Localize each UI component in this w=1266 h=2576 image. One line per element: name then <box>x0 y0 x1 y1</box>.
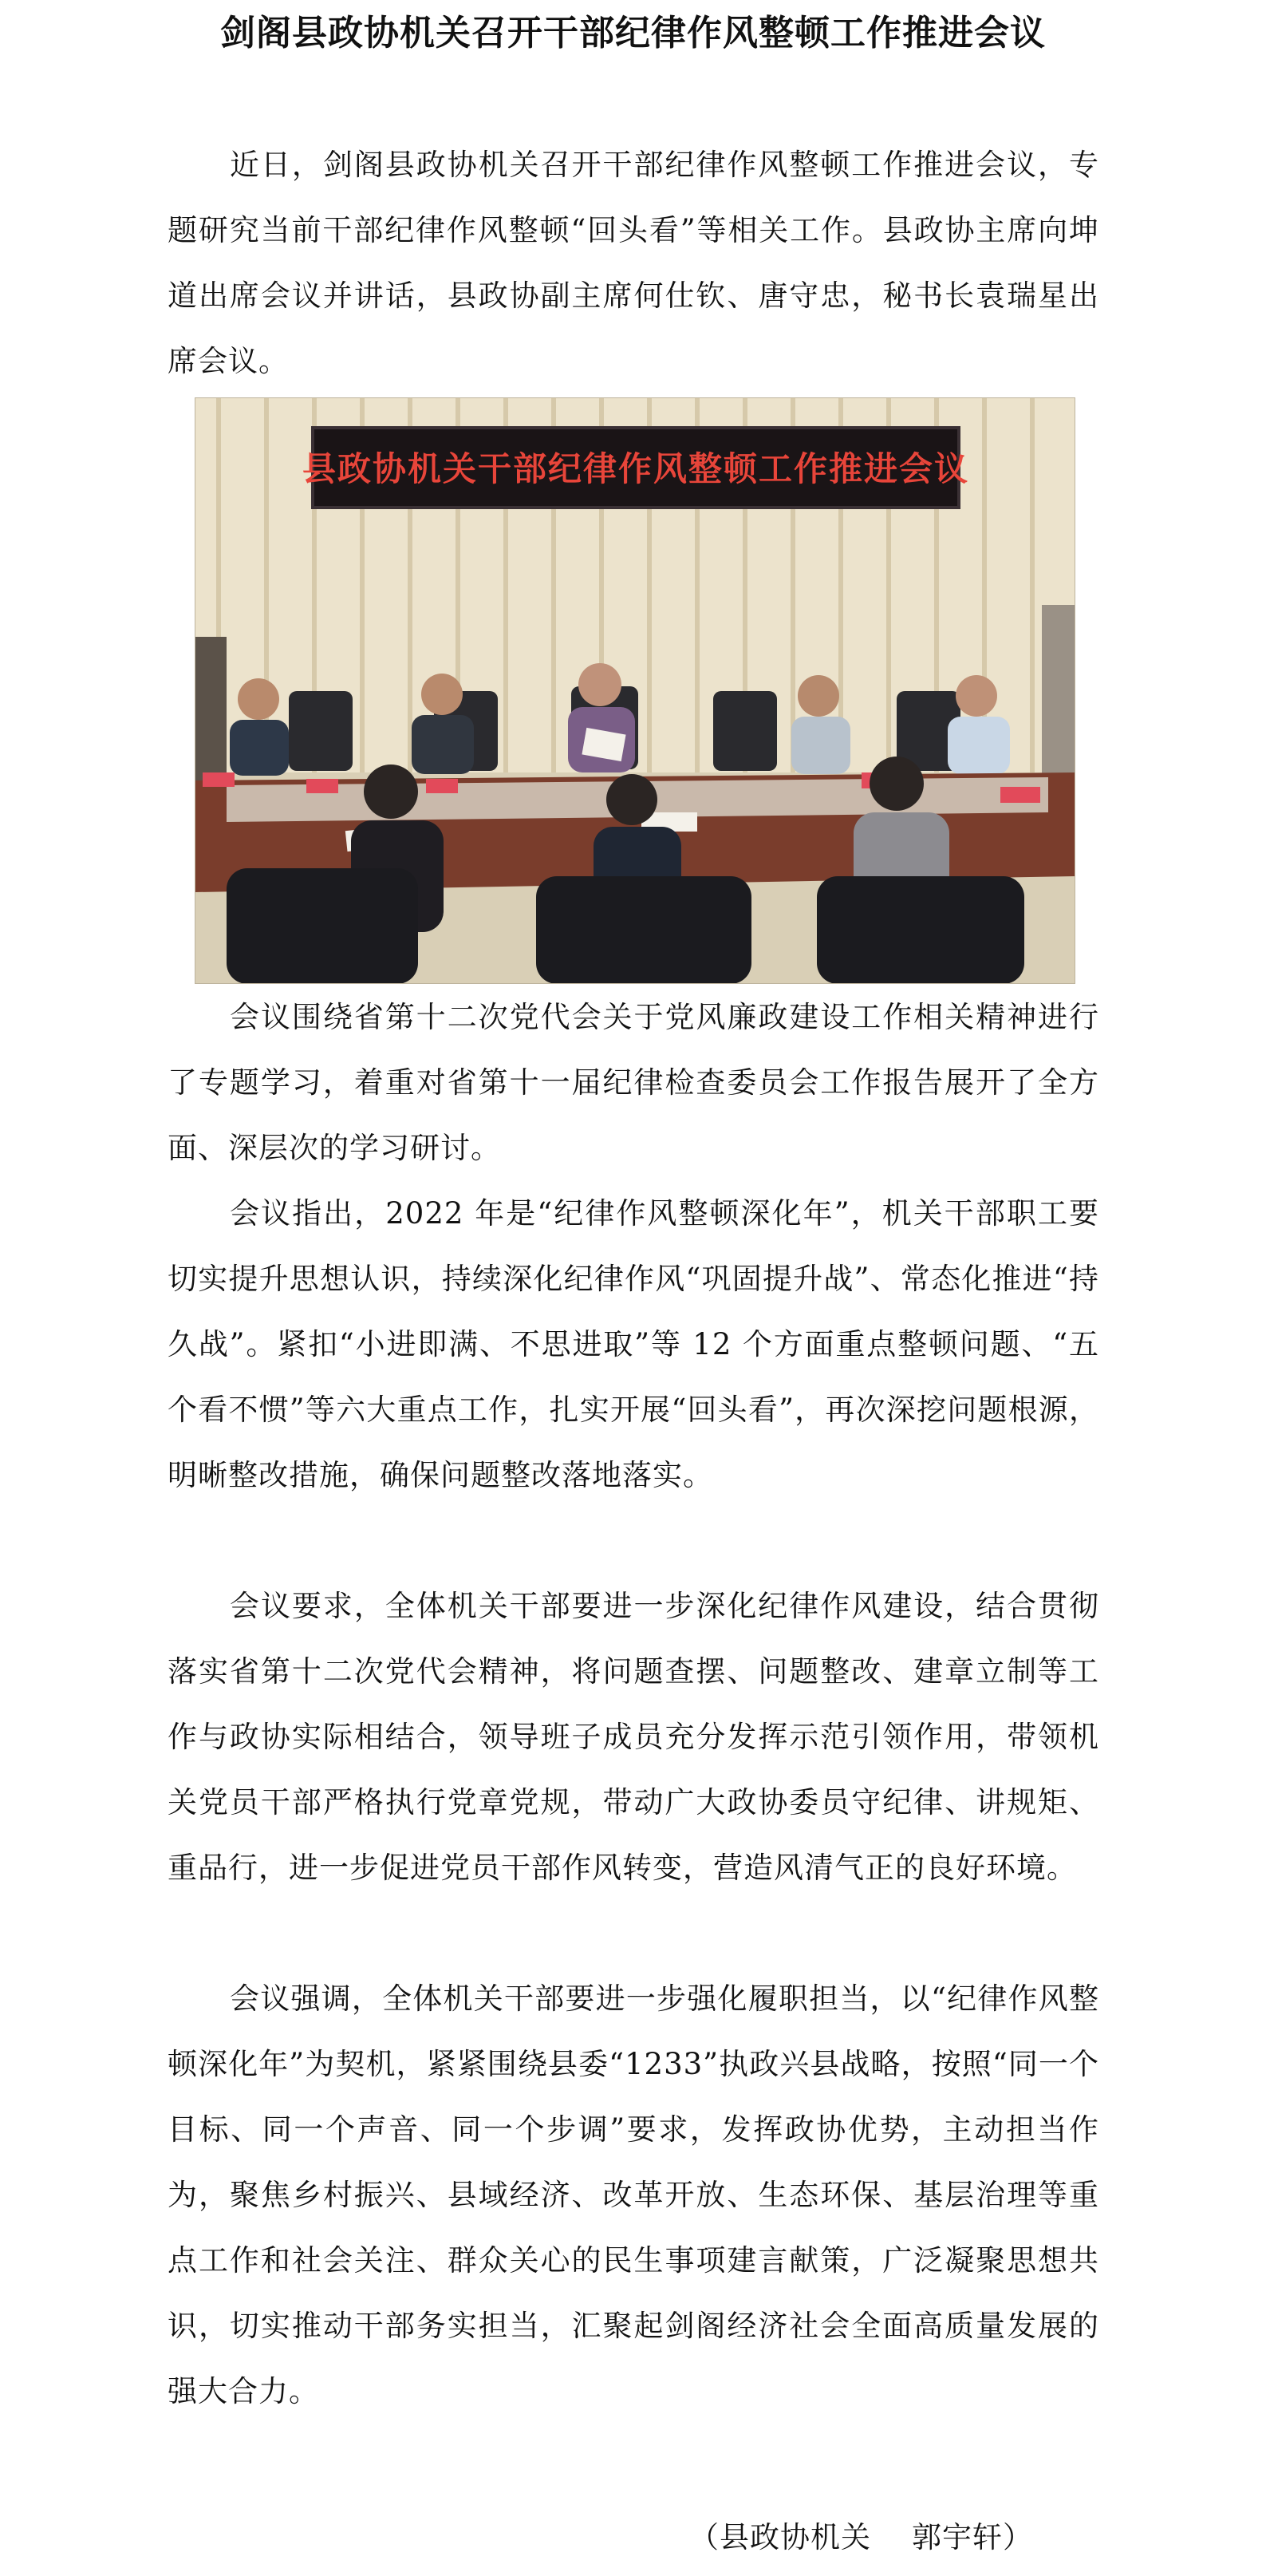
photo-banner-text: 县政协机关干部纪律作风整顿工作推进会议 <box>302 449 970 488</box>
article-title: 剑阁县政协机关召开干部纪律作风整顿工作推进会议 <box>220 13 1046 53</box>
author-signature: （县政协机关 郭宇轩） <box>689 2520 1034 2554</box>
paragraph-1: 近日，剑阁县政协机关召开干部纪律作风整顿工作推进会议，专题研究当前干部纪律作风整顿“回头看”等相关工作。县政协主席向坤道出席会议并讲话，县政协副主席何仕钦、唐守忠，秘书长袁瑞星出席会议。 <box>168 148 1099 378</box>
paragraph-5: 会议强调，全体机关干部要进一步强化履职担当，以“纪律作风整顿深化年”为契机，紧紧围绕县委“1233”执政兴县战略，按照“同一个目标、同一个声音、同一个步调”要求，发挥政协优势，主动担当作为，聚焦乡村振兴、县域经济、改革开放、生态环保、基层治理等重点工作和社会关注、群众关心的民生事项建言献策，广泛凝聚思想共识，切实推动干部务实担当，汇聚起剑阁经济社会全面高质量发展的强大合力。 <box>168 1981 1099 2408</box>
paragraph-2: 会议围绕省第十二次党代会关于党风廉政建设工作相关精神进行了专题学习，着重对省第十一届纪律检查委员会工作报告展开了全方面、深层次的学习研讨。 <box>168 1000 1099 1165</box>
meeting-photo <box>195 397 1075 984</box>
paragraph-4: 会议要求，全体机关干部要进一步深化纪律作风建设，结合贯彻落实省第十二次党代会精神，将问题查摆、问题整改、建章立制等工作与政协实际相结合，领导班子成员充分发挥示范引领作用，带领机关党员干部严格执行党章党规，带动广大政协委员守纪律、讲规矩、重品行，进一步促进党员干部作风转变，营造风清气正的良好环境。 <box>168 1589 1099 1885</box>
paragraph-3: 会议指出，2022 年是“纪律作风整顿深化年”，机关干部职工要切实提升思想认识，持续深化纪律作风“巩固提升战”、常态化推进“持久战”。紧扣“小进即满、不思进取”等 12 个方面重点整顿问题、“五个看不惯”等六大重点工作，扎实开展“回头看”，再次深挖问题根源，明晰整改措施，确保问题整改落地落实。 <box>168 1196 1099 1492</box>
